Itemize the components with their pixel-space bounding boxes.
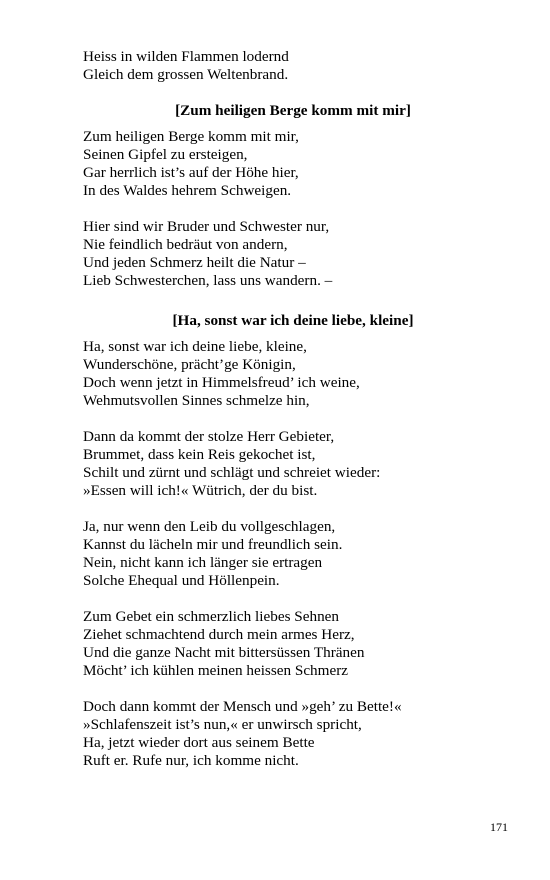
poem-title: [Zum heiligen Berge komm mit mir]: [175, 102, 411, 119]
stanza: [83, 428, 503, 500]
verse-line: In des Waldes hehrem Schweigen.: [83, 182, 292, 199]
verse-line: Und jeden Schmerz heilt die Natur –: [83, 254, 306, 271]
stanza: [83, 338, 503, 410]
verse-line: Dann da kommt der stolze Herr Gebieter,: [83, 428, 335, 445]
verse-line: »Essen will ich!« Wütrich, der du bist.: [83, 482, 318, 499]
stanza: [83, 608, 503, 680]
verse-line: »Schlafenszeit ist’s nun,« er unwirsch spricht,: [83, 716, 362, 733]
stanza: [83, 128, 503, 200]
verse-line: Seinen Gipfel zu ersteigen,: [83, 146, 248, 163]
verse-line: Ja, nur wenn den Leib du vollgeschlagen,: [83, 518, 336, 535]
page-body: [83, 48, 503, 788]
verse-line: Gleich dem grossen Weltenbrand.: [83, 66, 289, 83]
verse-line: Lieb Schwesterchen, lass uns wandern. –: [83, 272, 333, 289]
verse-line: Nein, nicht kann ich länger sie ertragen: [83, 554, 323, 571]
verse-line: Zum Gebet ein schmerzlich liebes Sehnen: [83, 608, 339, 625]
stanza: [83, 218, 503, 290]
verse-line: Solche Ehequal und Höllenpein.: [83, 572, 280, 589]
verse-line: Und die ganze Nacht mit bittersüssen Thränen: [83, 644, 365, 661]
verse-line: Doch dann kommt der Mensch und »geh’ zu Bette!«: [83, 698, 402, 715]
verse-line: Wehmutsvollen Sinnes schmelze hin,: [83, 392, 310, 409]
verse-line: Ruft er. Rufe nur, ich komme nicht.: [83, 752, 299, 769]
page-number: 171: [490, 820, 508, 834]
verse-line: Brummet, dass kein Reis gekochet ist,: [83, 446, 316, 463]
verse-line: Möcht’ ich kühlen meinen heissen Schmerz: [83, 662, 349, 679]
verse-line: Schilt und zürnt und schlägt und schreiet wieder:: [83, 464, 381, 481]
verse-line: Ziehet schmachtend durch mein armes Herz,: [83, 626, 355, 643]
verse-line: Kannst du lächeln mir und freundlich sein.: [83, 536, 343, 553]
verse-line: Doch wenn jetzt in Himmelsfreud’ ich weine,: [83, 374, 360, 391]
stanza: [83, 518, 503, 590]
verse-line: Heiss in wilden Flammen lodernd: [83, 48, 289, 65]
verse-line: Gar herrlich ist’s auf der Höhe hier,: [83, 164, 299, 181]
verse-line: Zum heiligen Berge komm mit mir,: [83, 128, 299, 145]
stanza: [83, 698, 503, 770]
verse-line: Hier sind wir Bruder und Schwester nur,: [83, 218, 330, 235]
verse-line: Nie feindlich bedräut von andern,: [83, 236, 288, 253]
poem-title: [Ha, sonst war ich deine liebe, kleine]: [172, 312, 414, 329]
opening-stanza: [83, 48, 503, 84]
verse-line: Wunderschöne, prächt’ge Königin,: [83, 356, 296, 373]
verse-line: Ha, jetzt wieder dort aus seinem Bette: [83, 734, 315, 751]
verse-line: Ha, sonst war ich deine liebe, kleine,: [83, 338, 307, 355]
